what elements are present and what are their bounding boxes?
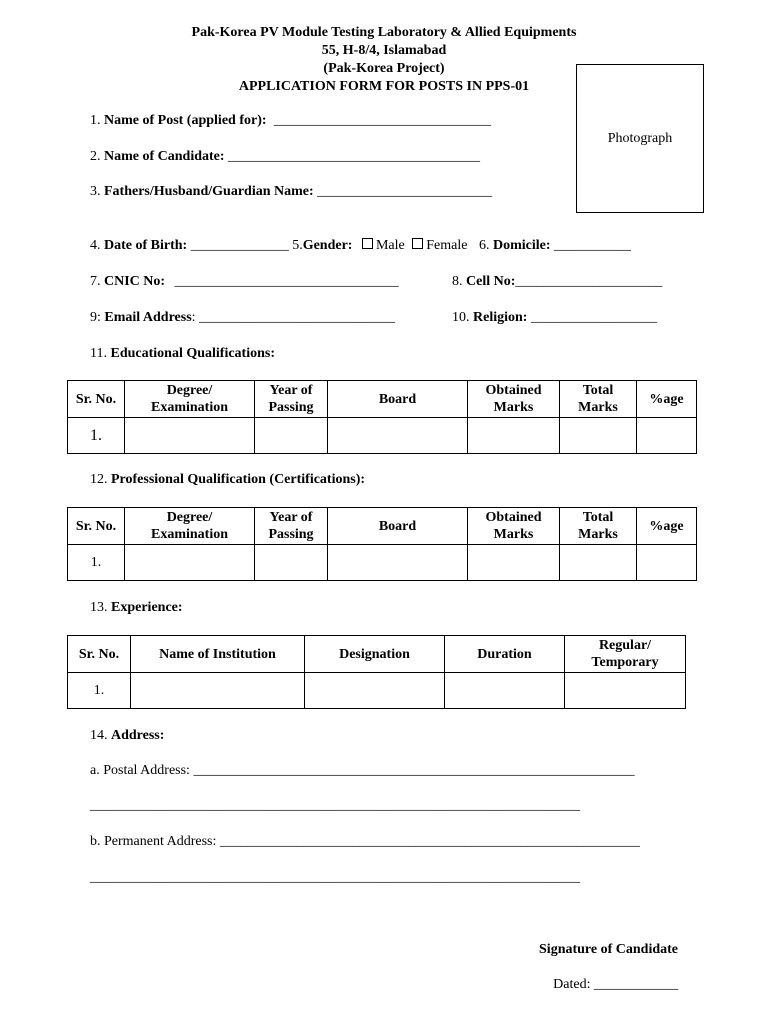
- col-degree: Degree/ Examination: [125, 381, 255, 418]
- candidate-blank[interactable]: ____________________________________: [228, 149, 481, 164]
- postal-address-field[interactable]: [90, 763, 634, 779]
- col-total: Total Marks: [560, 381, 637, 418]
- col-year: Year of Passing: [255, 508, 328, 545]
- table-header-row: [68, 636, 686, 673]
- cell-obtained[interactable]: [468, 545, 560, 581]
- cell-blank[interactable]: _____________________: [515, 274, 663, 289]
- dated-blank[interactable]: ____________: [594, 977, 678, 992]
- female-label: Female: [426, 238, 468, 253]
- table-row: [68, 673, 686, 709]
- dob-blank[interactable]: ______________: [190, 238, 289, 253]
- cell-board[interactable]: [328, 545, 468, 581]
- cell-percentage[interactable]: [637, 545, 697, 581]
- field-religion[interactable]: 10. Religion: __________________: [452, 310, 657, 325]
- field-cell[interactable]: 8. Cell No:_____________________: [452, 274, 663, 289]
- org-name: Pak-Korea PV Module Testing Laboratory & Allied Equipments: [191, 25, 577, 40]
- col-institution: Name of Institution: [131, 636, 305, 673]
- permanent-address-blank[interactable]: ____________________________________________________________: [219, 834, 640, 849]
- field-cnic[interactable]: 7. CNIC No: ________________________________: [90, 274, 399, 289]
- education-table: [67, 380, 697, 454]
- col-year: Year of Passing: [255, 381, 328, 418]
- cell-regular-temporary[interactable]: [565, 673, 686, 709]
- experience-heading: 13. Experience:: [90, 600, 183, 615]
- cell-designation[interactable]: [305, 673, 445, 709]
- professional-heading: 12. Professional Qualification (Certifications):: [90, 472, 366, 487]
- cnic-blank[interactable]: ________________________________: [174, 274, 399, 289]
- professional-table: [67, 507, 697, 581]
- religion-blank[interactable]: __________________: [530, 310, 657, 325]
- male-label: Male: [375, 238, 405, 253]
- table-header-row: [68, 381, 697, 418]
- field-row-dob-gender-domicile: 4. Date of Birth: ______________ 5.Gender: Male Female 6. Domicile: ___________: [90, 238, 631, 253]
- postal-address-line2[interactable]: ______________________________________________________________________: [90, 798, 580, 813]
- project-name: (Pak-Korea Project): [323, 61, 445, 76]
- dated-label: Dated:: [553, 977, 591, 992]
- experience-table: [67, 635, 686, 709]
- post-blank[interactable]: _______________________________: [274, 113, 492, 128]
- field-email[interactable]: 9: Email Address: ____________________________: [90, 310, 396, 325]
- table-row: [68, 418, 697, 454]
- cell-year[interactable]: [255, 418, 328, 454]
- table-row: [68, 545, 697, 581]
- col-sr-no: Sr. No.: [68, 508, 125, 545]
- col-designation: Designation: [305, 636, 445, 673]
- photograph-label: Photograph: [607, 130, 673, 146]
- guardian-blank[interactable]: _________________________: [317, 184, 493, 199]
- cell-sr: 1.: [68, 673, 131, 709]
- cell-sr: 1.: [68, 418, 125, 454]
- cell-sr: 1.: [68, 545, 125, 581]
- col-total: Total Marks: [560, 508, 637, 545]
- col-duration: Duration: [445, 636, 565, 673]
- cell-institution[interactable]: [131, 673, 305, 709]
- postal-address-blank[interactable]: _______________________________________________________________: [193, 763, 635, 778]
- cell-duration[interactable]: [445, 673, 565, 709]
- email-blank[interactable]: ____________________________: [199, 310, 396, 325]
- field-post[interactable]: 1. Name of Post (applied for): _______________________________: [90, 113, 492, 128]
- female-checkbox[interactable]: [412, 238, 423, 249]
- col-obtained: Obtained Marks: [468, 381, 560, 418]
- education-heading: 11. Educational Qualifications:: [90, 346, 276, 361]
- field-candidate[interactable]: 2. Name of Candidate: ____________________________________: [90, 149, 481, 164]
- permanent-address-label: b. Permanent Address:: [90, 834, 217, 849]
- col-board: Board: [328, 508, 468, 545]
- address-heading: 14. Address:: [90, 728, 165, 743]
- table-header-row: [68, 508, 697, 545]
- domicile-blank[interactable]: ___________: [553, 238, 631, 253]
- cell-percentage[interactable]: [637, 418, 697, 454]
- photograph-box[interactable]: [576, 64, 704, 213]
- col-degree: Degree/ Examination: [125, 508, 255, 545]
- cell-degree[interactable]: [125, 418, 255, 454]
- org-address: 55, H-8/4, Islamabad: [321, 43, 447, 58]
- signature-label: Signature of Candidate: [539, 942, 678, 957]
- cell-board[interactable]: [328, 418, 468, 454]
- cell-obtained[interactable]: [468, 418, 560, 454]
- dated-field[interactable]: [553, 977, 678, 993]
- cell-total[interactable]: [560, 418, 637, 454]
- permanent-address-field[interactable]: [90, 834, 640, 850]
- cell-year[interactable]: [255, 545, 328, 581]
- cell-degree[interactable]: [125, 545, 255, 581]
- col-sr-no: Sr. No.: [68, 636, 131, 673]
- field-guardian[interactable]: 3. Fathers/Husband/Guardian Name: _________________________: [90, 184, 493, 199]
- col-sr-no: Sr. No.: [68, 381, 125, 418]
- permanent-address-line2[interactable]: ______________________________________________________________________: [90, 870, 580, 885]
- col-obtained: Obtained Marks: [468, 508, 560, 545]
- col-board: Board: [328, 381, 468, 418]
- col-regular-temporary: Regular/ Temporary: [565, 636, 686, 673]
- form-title: APPLICATION FORM FOR POSTS IN PPS-01: [238, 79, 530, 94]
- male-checkbox[interactable]: [362, 238, 373, 249]
- col-percentage: %age: [637, 381, 697, 418]
- col-percentage: %age: [637, 508, 697, 545]
- postal-address-label: a. Postal Address:: [90, 763, 190, 778]
- cell-total[interactable]: [560, 545, 637, 581]
